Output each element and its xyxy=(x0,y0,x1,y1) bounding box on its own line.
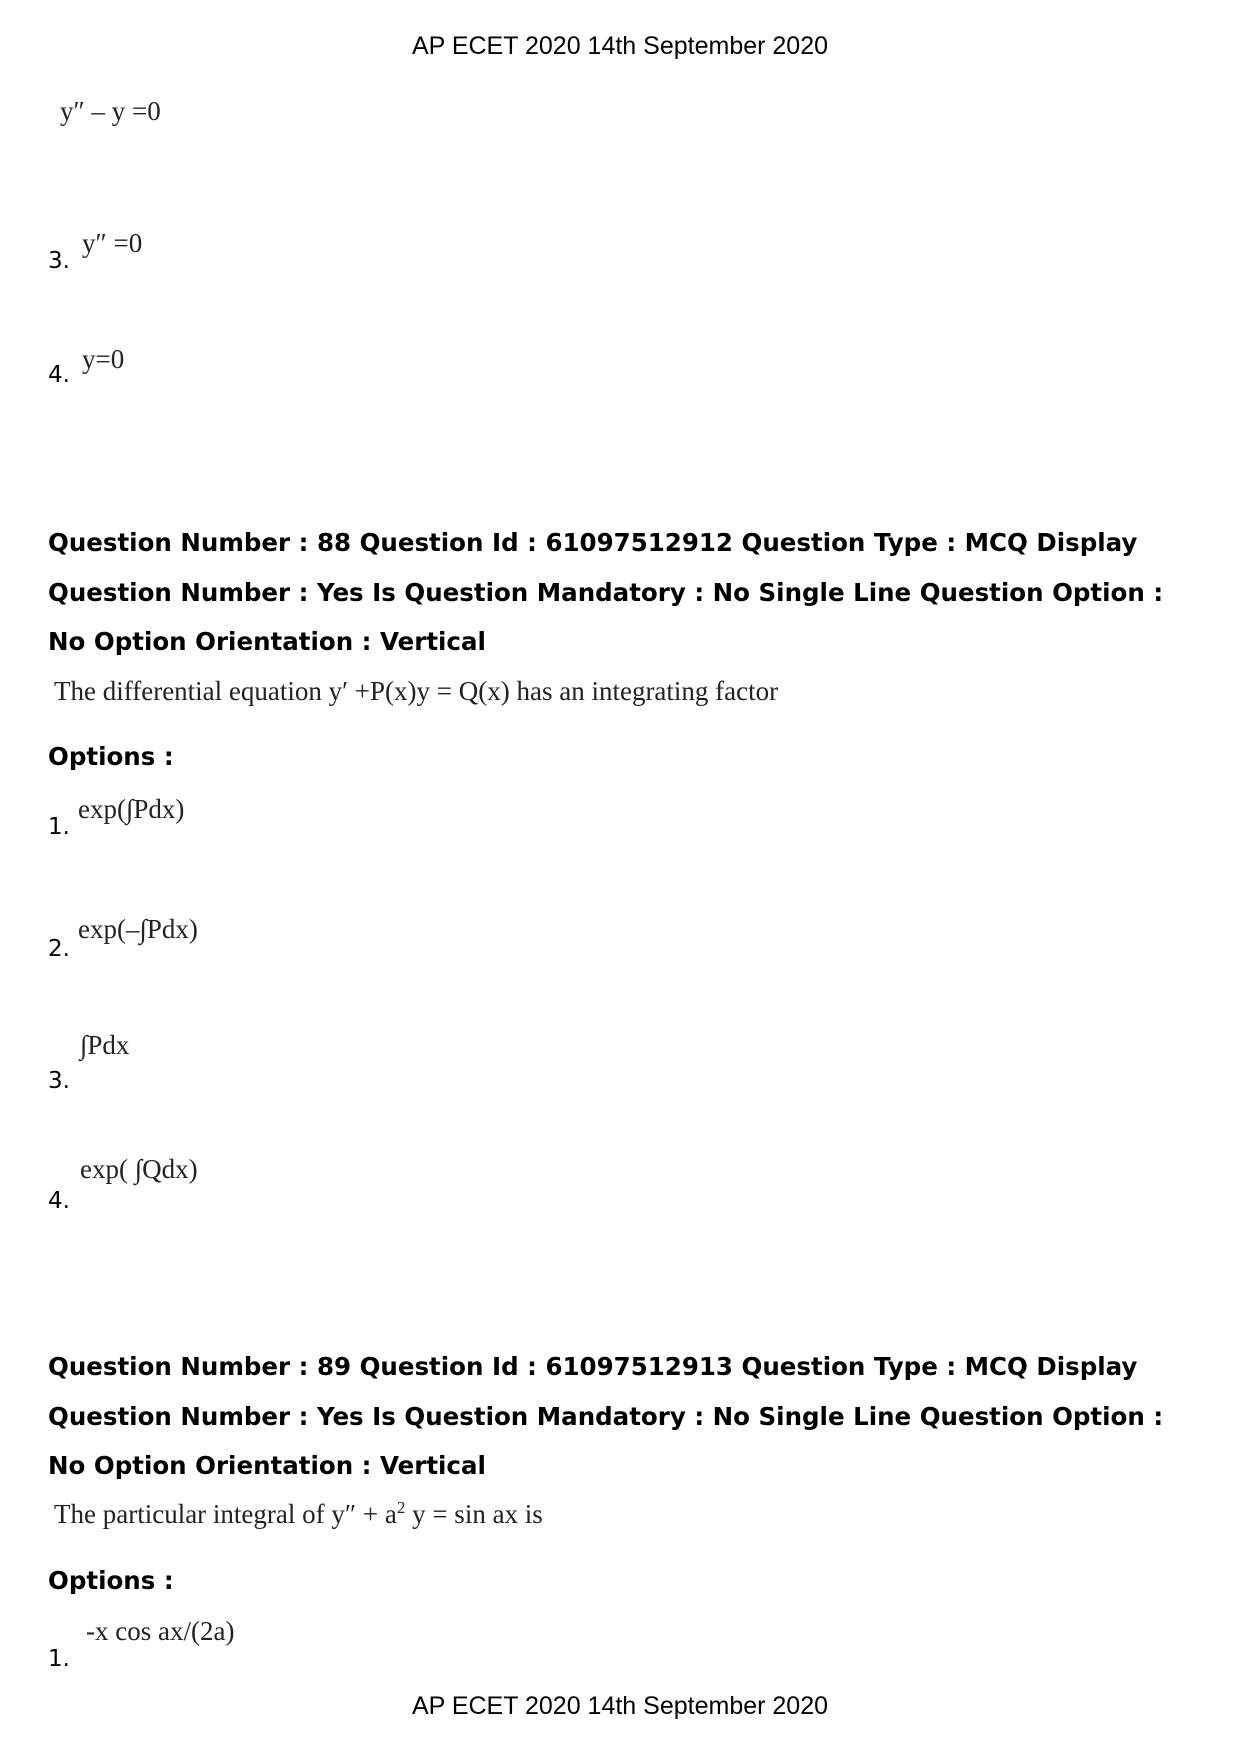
q88-option-4-text: exp( ∫Qdx) xyxy=(80,1154,198,1184)
q88-meta: Question Number : 88 Question Id : 61097512912 Question Type : MCQ Display Question Number : Yes Is Question Mandatory : No Single Line Question Option : No Option Orientation : Vertical xyxy=(48,528,1164,656)
prev-option-4-text: y=0 xyxy=(82,344,125,374)
q89-question-text xyxy=(54,1498,543,1530)
q89-option-1-text: -x cos ax/(2a) xyxy=(86,1616,235,1646)
q88-option-3-number: 3. xyxy=(48,1068,70,1094)
q89-option-1-number: 1. xyxy=(48,1646,70,1672)
q88-option-1-text: exp(∫Pdx) xyxy=(78,794,185,824)
q88-options-label: Options : xyxy=(48,742,174,771)
q89-options-label: Options : xyxy=(48,1566,174,1595)
q89-question-superscript: 2 xyxy=(396,1498,406,1517)
q89-question-post: y = sin ax is xyxy=(405,1499,543,1529)
prev-option-3-number: 3. xyxy=(48,248,70,274)
page-header: AP ECET 2020 14th September 2020 xyxy=(411,32,829,60)
q88-option-4-number: 4. xyxy=(48,1188,70,1214)
prev-option-4-number: 4. xyxy=(48,362,70,388)
q89-meta: Question Number : 89 Question Id : 61097512913 Question Type : MCQ Display Question Number : Yes Is Question Mandatory : No Single Line Question Option : No Option Orientation : Vertical xyxy=(48,1352,1164,1480)
q88-question-text: The differential equation y′ +P(x)y = Q(x) has an integrating factor xyxy=(54,676,779,706)
q88-option-3-text: ∫Pdx xyxy=(80,1030,130,1060)
page-footer: AP ECET 2020 14th September 2020 xyxy=(411,1692,829,1720)
prev-option-3-text: y″ =0 xyxy=(82,228,143,258)
q88-option-2-text: exp(–∫Pdx) xyxy=(78,914,198,944)
q88-option-2-number: 2. xyxy=(48,936,70,962)
q88-option-1-number: 1. xyxy=(48,814,70,840)
prev-option-2-text: y″ – y =0 xyxy=(60,96,161,126)
q89-question-pre: The particular integral of y″ + a xyxy=(54,1499,397,1529)
